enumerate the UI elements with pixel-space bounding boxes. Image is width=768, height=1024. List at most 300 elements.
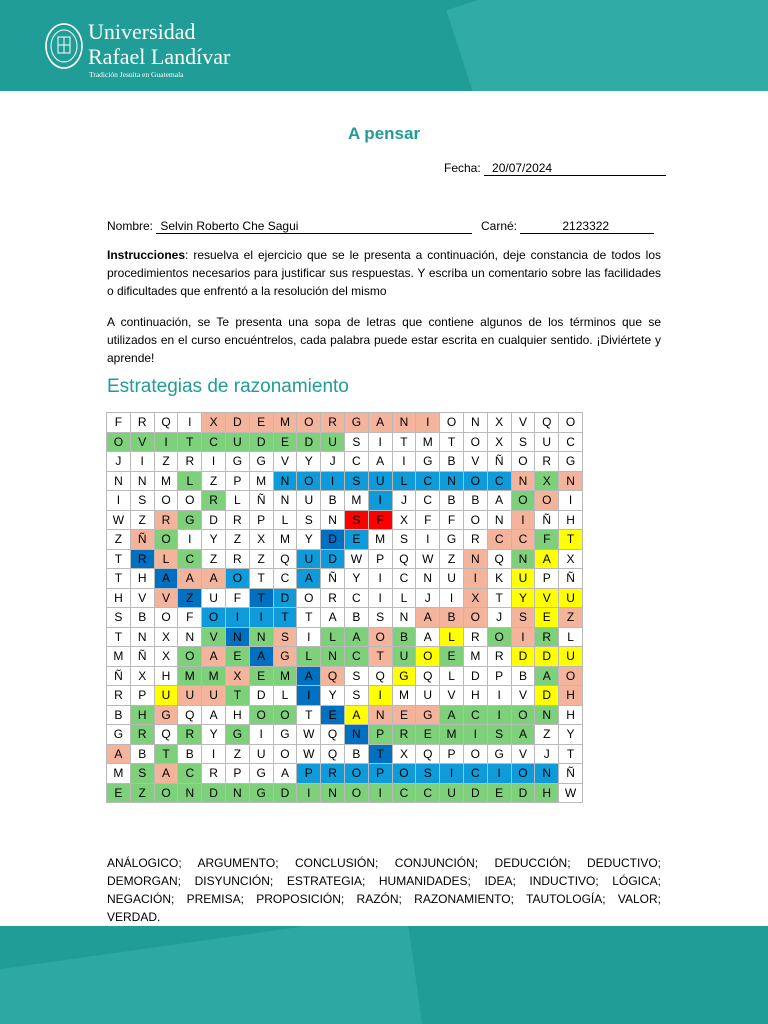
- grid-cell: Q: [416, 666, 440, 686]
- grid-cell: E: [273, 432, 297, 452]
- grid-cell: D: [273, 588, 297, 608]
- grid-cell: N: [225, 783, 249, 803]
- grid-cell: N: [321, 783, 345, 803]
- grid-cell: W: [297, 744, 321, 764]
- grid-cell: Z: [249, 549, 273, 569]
- grid-cell: N: [535, 764, 559, 784]
- grid-cell: A: [297, 666, 321, 686]
- grid-cell: J: [487, 608, 511, 628]
- date-field: [444, 161, 666, 176]
- grid-cell: P: [440, 744, 464, 764]
- grid-cell: Q: [178, 705, 202, 725]
- grid-cell: A: [297, 569, 321, 589]
- grid-cell: J: [321, 452, 345, 472]
- grid-cell: I: [178, 530, 202, 550]
- grid-cell: A: [249, 647, 273, 667]
- grid-cell: A: [368, 413, 392, 433]
- grid-cell: A: [202, 705, 226, 725]
- grid-cell: N: [511, 471, 535, 491]
- grid-cell: A: [440, 705, 464, 725]
- grid-cell: O: [273, 744, 297, 764]
- grid-row: [107, 647, 583, 667]
- grid-cell: I: [440, 764, 464, 784]
- grid-cell: S: [511, 432, 535, 452]
- grid-row: [107, 588, 583, 608]
- grid-cell: X: [392, 744, 416, 764]
- grid-cell: A: [154, 569, 178, 589]
- grid-cell: B: [107, 705, 131, 725]
- grid-cell: P: [249, 510, 273, 530]
- grid-cell: A: [202, 569, 226, 589]
- grid-cell: O: [202, 608, 226, 628]
- grid-cell: X: [202, 413, 226, 433]
- grid-cell: S: [130, 491, 154, 511]
- grid-cell: B: [130, 744, 154, 764]
- grid-row: [107, 432, 583, 452]
- grid-row: [107, 471, 583, 491]
- grid-cell: O: [154, 608, 178, 628]
- grid-cell: S: [130, 764, 154, 784]
- grid-cell: T: [249, 569, 273, 589]
- grid-cell: X: [535, 471, 559, 491]
- grid-cell: E: [535, 608, 559, 628]
- grid-cell: V: [273, 452, 297, 472]
- grid-cell: P: [130, 686, 154, 706]
- grid-row: [107, 666, 583, 686]
- grid-cell: X: [487, 413, 511, 433]
- grid-cell: I: [368, 686, 392, 706]
- university-seal-icon: [44, 22, 84, 70]
- grid-cell: M: [273, 413, 297, 433]
- grid-cell: Ñ: [130, 530, 154, 550]
- grid-cell: F: [225, 588, 249, 608]
- grid-cell: U: [416, 686, 440, 706]
- grid-cell: L: [440, 666, 464, 686]
- grid-cell: N: [225, 627, 249, 647]
- grid-cell: B: [321, 491, 345, 511]
- grid-cell: E: [249, 666, 273, 686]
- grid-cell: F: [440, 510, 464, 530]
- grid-cell: S: [511, 608, 535, 628]
- grid-cell: C: [416, 491, 440, 511]
- grid-cell: N: [130, 471, 154, 491]
- grid-cell: B: [511, 666, 535, 686]
- grid-cell: O: [559, 413, 583, 433]
- grid-cell: D: [511, 783, 535, 803]
- grid-cell: Ñ: [487, 452, 511, 472]
- grid-cell: Y: [511, 588, 535, 608]
- grid-cell: T: [559, 744, 583, 764]
- grid-cell: P: [535, 569, 559, 589]
- grid-cell: G: [178, 510, 202, 530]
- grid-cell: E: [321, 705, 345, 725]
- grid-cell: V: [130, 588, 154, 608]
- grid-cell: D: [297, 432, 321, 452]
- grid-cell: T: [392, 432, 416, 452]
- grid-cell: X: [225, 666, 249, 686]
- grid-cell: C: [273, 569, 297, 589]
- grid-cell: M: [107, 764, 131, 784]
- grid-cell: A: [321, 608, 345, 628]
- grid-cell: O: [511, 452, 535, 472]
- grid-cell: X: [559, 549, 583, 569]
- grid-cell: Ñ: [535, 510, 559, 530]
- grid-cell: A: [487, 491, 511, 511]
- grid-cell: Z: [202, 471, 226, 491]
- grid-row: [107, 744, 583, 764]
- grid-cell: L: [273, 686, 297, 706]
- grid-cell: E: [107, 783, 131, 803]
- grid-cell: S: [487, 725, 511, 745]
- grid-cell: X: [130, 666, 154, 686]
- grid-row: [107, 725, 583, 745]
- university-name-line2: Rafael Landívar: [88, 44, 231, 69]
- grid-cell: A: [273, 764, 297, 784]
- grid-cell: S: [392, 530, 416, 550]
- grid-cell: P: [225, 471, 249, 491]
- grid-cell: H: [130, 569, 154, 589]
- grid-cell: A: [416, 627, 440, 647]
- grid-cell: T: [178, 432, 202, 452]
- grid-cell: C: [392, 783, 416, 803]
- grid-cell: Z: [225, 744, 249, 764]
- grid-cell: C: [178, 764, 202, 784]
- grid-cell: I: [416, 530, 440, 550]
- grid-cell: H: [225, 705, 249, 725]
- grid-cell: D: [321, 549, 345, 569]
- grid-cell: T: [107, 549, 131, 569]
- grid-cell: T: [559, 530, 583, 550]
- grid-cell: D: [225, 413, 249, 433]
- date-label: Fecha:: [444, 161, 481, 175]
- grid-cell: A: [202, 647, 226, 667]
- grid-cell: A: [368, 452, 392, 472]
- grid-cell: N: [273, 471, 297, 491]
- grid-cell: E: [392, 705, 416, 725]
- grid-cell: I: [107, 491, 131, 511]
- grid-cell: C: [202, 432, 226, 452]
- grid-cell: U: [202, 588, 226, 608]
- grid-cell: T: [273, 608, 297, 628]
- grid-row: [107, 764, 583, 784]
- grid-cell: B: [130, 608, 154, 628]
- grid-cell: H: [535, 783, 559, 803]
- name-value: Selvin Roberto Che Sagui: [156, 220, 472, 234]
- word-list: ANÁLOGICO; ARGUMENTO; CONCLUSIÓN; CONJUNCIÓN; DEDUCCIÓN; DEDUCTIVO; DEMORGAN; DISYUNCIÓN; ESTRATEGIA; HUMANIDADES; IDEA; INDUCTIVO; LÓGICA; NEGACIÓN; PREMISA; PROPOSICIÓN; RAZÓN; RAZONAMIENTO; TAUTOLOGÍA; VALOR; VERDAD.: [107, 856, 661, 924]
- grid-cell: O: [178, 491, 202, 511]
- grid-cell: I: [440, 588, 464, 608]
- grid-cell: B: [463, 491, 487, 511]
- grid-cell: O: [463, 432, 487, 452]
- grid-cell: U: [321, 432, 345, 452]
- instructions-label: Instrucciones: [107, 248, 186, 262]
- grid-cell: A: [511, 725, 535, 745]
- grid-cell: I: [511, 627, 535, 647]
- grid-cell: O: [107, 432, 131, 452]
- grid-cell: A: [535, 549, 559, 569]
- grid-cell: C: [344, 588, 368, 608]
- grid-cell: L: [154, 549, 178, 569]
- grid-row: [107, 627, 583, 647]
- grid-cell: R: [463, 627, 487, 647]
- grid-cell: I: [463, 569, 487, 589]
- grid-row: [107, 413, 583, 433]
- grid-cell: R: [321, 588, 345, 608]
- grid-cell: P: [225, 764, 249, 784]
- grid-cell: Y: [344, 569, 368, 589]
- grid-cell: D: [321, 530, 345, 550]
- grid-cell: N: [511, 549, 535, 569]
- grid-cell: V: [154, 588, 178, 608]
- grid-cell: L: [440, 627, 464, 647]
- page-footer: [0, 926, 768, 1024]
- grid-cell: G: [416, 705, 440, 725]
- grid-cell: V: [202, 627, 226, 647]
- grid-cell: J: [392, 491, 416, 511]
- name-field: [107, 219, 472, 234]
- grid-cell: P: [487, 666, 511, 686]
- grid-cell: Q: [321, 666, 345, 686]
- grid-cell: D: [202, 510, 226, 530]
- grid-cell: C: [487, 471, 511, 491]
- grid-cell: E: [440, 647, 464, 667]
- grid-cell: I: [463, 725, 487, 745]
- grid-cell: P: [368, 549, 392, 569]
- grid-cell: U: [559, 588, 583, 608]
- grid-cell: O: [178, 647, 202, 667]
- grid-cell: E: [487, 783, 511, 803]
- grid-row: [107, 452, 583, 472]
- grid-cell: I: [368, 569, 392, 589]
- grid-cell: C: [487, 530, 511, 550]
- grid-cell: R: [178, 725, 202, 745]
- grid-cell: C: [392, 569, 416, 589]
- grid-cell: H: [559, 705, 583, 725]
- grid-cell: U: [202, 686, 226, 706]
- grid-cell: S: [416, 764, 440, 784]
- grid-cell: J: [107, 452, 131, 472]
- grid-cell: I: [249, 725, 273, 745]
- grid-cell: I: [368, 491, 392, 511]
- grid-cell: R: [130, 725, 154, 745]
- grid-cell: I: [368, 432, 392, 452]
- grid-cell: Z: [130, 510, 154, 530]
- grid-cell: O: [463, 744, 487, 764]
- grid-cell: A: [344, 705, 368, 725]
- grid-cell: B: [440, 608, 464, 628]
- grid-cell: S: [107, 608, 131, 628]
- grid-cell: M: [344, 491, 368, 511]
- grid-cell: O: [463, 608, 487, 628]
- grid-cell: Z: [559, 608, 583, 628]
- grid-cell: W: [416, 549, 440, 569]
- grid-cell: I: [202, 452, 226, 472]
- grid-cell: J: [535, 744, 559, 764]
- grid-cell: Z: [178, 588, 202, 608]
- grid-cell: O: [297, 588, 321, 608]
- grid-cell: C: [344, 647, 368, 667]
- grid-cell: O: [463, 471, 487, 491]
- grid-cell: R: [321, 764, 345, 784]
- grid-cell: I: [416, 413, 440, 433]
- grid-cell: U: [535, 432, 559, 452]
- grid-cell: Q: [154, 413, 178, 433]
- grid-cell: O: [535, 491, 559, 511]
- grid-cell: N: [178, 783, 202, 803]
- grid-cell: M: [392, 686, 416, 706]
- grid-cell: H: [559, 510, 583, 530]
- grid-cell: T: [249, 588, 273, 608]
- grid-cell: M: [416, 432, 440, 452]
- grid-cell: R: [202, 764, 226, 784]
- grid-cell: M: [154, 471, 178, 491]
- grid-cell: Ñ: [559, 764, 583, 784]
- grid-cell: O: [225, 569, 249, 589]
- grid-cell: C: [463, 705, 487, 725]
- grid-cell: P: [368, 725, 392, 745]
- grid-cell: M: [249, 471, 273, 491]
- grid-cell: Ñ: [107, 666, 131, 686]
- grid-row: [107, 491, 583, 511]
- grid-cell: Y: [297, 452, 321, 472]
- grid-cell: U: [511, 569, 535, 589]
- grid-cell: F: [178, 608, 202, 628]
- grid-cell: G: [344, 413, 368, 433]
- grid-cell: O: [511, 491, 535, 511]
- grid-cell: I: [321, 471, 345, 491]
- grid-cell: M: [273, 530, 297, 550]
- grid-cell: E: [416, 725, 440, 745]
- grid-cell: I: [225, 608, 249, 628]
- grid-cell: Y: [297, 530, 321, 550]
- grid-cell: T: [107, 627, 131, 647]
- grid-cell: X: [463, 588, 487, 608]
- grid-cell: Q: [392, 549, 416, 569]
- grid-cell: H: [154, 666, 178, 686]
- grid-cell: V: [463, 452, 487, 472]
- grid-cell: H: [130, 705, 154, 725]
- grid-cell: M: [463, 647, 487, 667]
- grid-cell: R: [392, 725, 416, 745]
- grid-cell: Q: [321, 725, 345, 745]
- grid-cell: O: [511, 705, 535, 725]
- grid-cell: E: [344, 530, 368, 550]
- grid-cell: I: [297, 627, 321, 647]
- grid-cell: V: [130, 432, 154, 452]
- grid-cell: D: [249, 686, 273, 706]
- grid-cell: Ñ: [130, 647, 154, 667]
- grid-cell: W: [344, 549, 368, 569]
- grid-cell: N: [321, 510, 345, 530]
- grid-cell: U: [392, 647, 416, 667]
- grid-cell: V: [535, 588, 559, 608]
- grid-cell: I: [559, 491, 583, 511]
- grid-cell: E: [249, 413, 273, 433]
- grid-cell: Ñ: [321, 569, 345, 589]
- grid-cell: G: [559, 452, 583, 472]
- grid-cell: G: [225, 725, 249, 745]
- grid-cell: R: [487, 647, 511, 667]
- grid-cell: M: [107, 647, 131, 667]
- grid-cell: Ñ: [559, 569, 583, 589]
- grid-cell: A: [154, 764, 178, 784]
- grid-cell: F: [368, 510, 392, 530]
- grid-cell: P: [368, 764, 392, 784]
- grid-cell: G: [107, 725, 131, 745]
- grid-cell: T: [225, 686, 249, 706]
- grid-cell: N: [559, 471, 583, 491]
- grid-cell: G: [273, 725, 297, 745]
- grid-cell: Q: [487, 549, 511, 569]
- grid-cell: T: [368, 647, 392, 667]
- intro-paragraph: A continuación, se Te presenta una sopa de letras que contiene algunos de los términos que se utilizados en el curso encuéntrelos, cada palabra puede estar escrita en cualquier sentido. ¡Diviértete y aprende!: [107, 315, 661, 365]
- grid-cell: T: [107, 569, 131, 589]
- grid-cell: I: [178, 413, 202, 433]
- grid-cell: I: [511, 510, 535, 530]
- grid-cell: O: [463, 510, 487, 530]
- grid-cell: L: [297, 647, 321, 667]
- grid-cell: O: [440, 413, 464, 433]
- grid-cell: R: [225, 549, 249, 569]
- grid-cell: Q: [535, 413, 559, 433]
- grid-cell: U: [559, 647, 583, 667]
- grid-cell: I: [202, 744, 226, 764]
- grid-cell: V: [440, 686, 464, 706]
- carne-value: 2123322: [520, 220, 654, 234]
- grid-cell: Z: [130, 783, 154, 803]
- grid-cell: Y: [202, 725, 226, 745]
- grid-cell: X: [249, 530, 273, 550]
- grid-cell: B: [392, 627, 416, 647]
- grid-cell: U: [225, 432, 249, 452]
- grid-cell: N: [178, 627, 202, 647]
- grid-cell: R: [130, 413, 154, 433]
- grid-cell: F: [107, 413, 131, 433]
- grid-cell: L: [321, 627, 345, 647]
- grid-cell: O: [297, 471, 321, 491]
- grid-cell: D: [535, 686, 559, 706]
- word-search-grid: [106, 412, 583, 803]
- date-value: 20/07/2024: [484, 162, 666, 176]
- carne-label: Carné:: [481, 219, 518, 233]
- grid-cell: Z: [225, 530, 249, 550]
- grid-cell: U: [440, 783, 464, 803]
- grid-cell: Q: [368, 666, 392, 686]
- grid-cell: F: [416, 510, 440, 530]
- grid-cell: A: [178, 569, 202, 589]
- grid-cell: C: [416, 783, 440, 803]
- grid-cell: Z: [202, 549, 226, 569]
- grid-cell: U: [297, 549, 321, 569]
- page-header: [0, 0, 768, 91]
- grid-cell: O: [392, 764, 416, 784]
- grid-cell: L: [178, 471, 202, 491]
- grid-cell: Z: [154, 452, 178, 472]
- grid-cell: C: [416, 471, 440, 491]
- grid-cell: V: [511, 744, 535, 764]
- university-tagline: Tradición Jesuita en Guatemala: [89, 70, 184, 79]
- grid-cell: D: [463, 666, 487, 686]
- carne-field: [481, 219, 654, 234]
- grid-cell: N: [392, 413, 416, 433]
- grid-cell: G: [416, 452, 440, 472]
- grid-cell: N: [487, 510, 511, 530]
- grid-cell: I: [392, 452, 416, 472]
- grid-cell: O: [273, 705, 297, 725]
- grid-cell: H: [463, 686, 487, 706]
- grid-cell: U: [297, 491, 321, 511]
- grid-cell: N: [344, 725, 368, 745]
